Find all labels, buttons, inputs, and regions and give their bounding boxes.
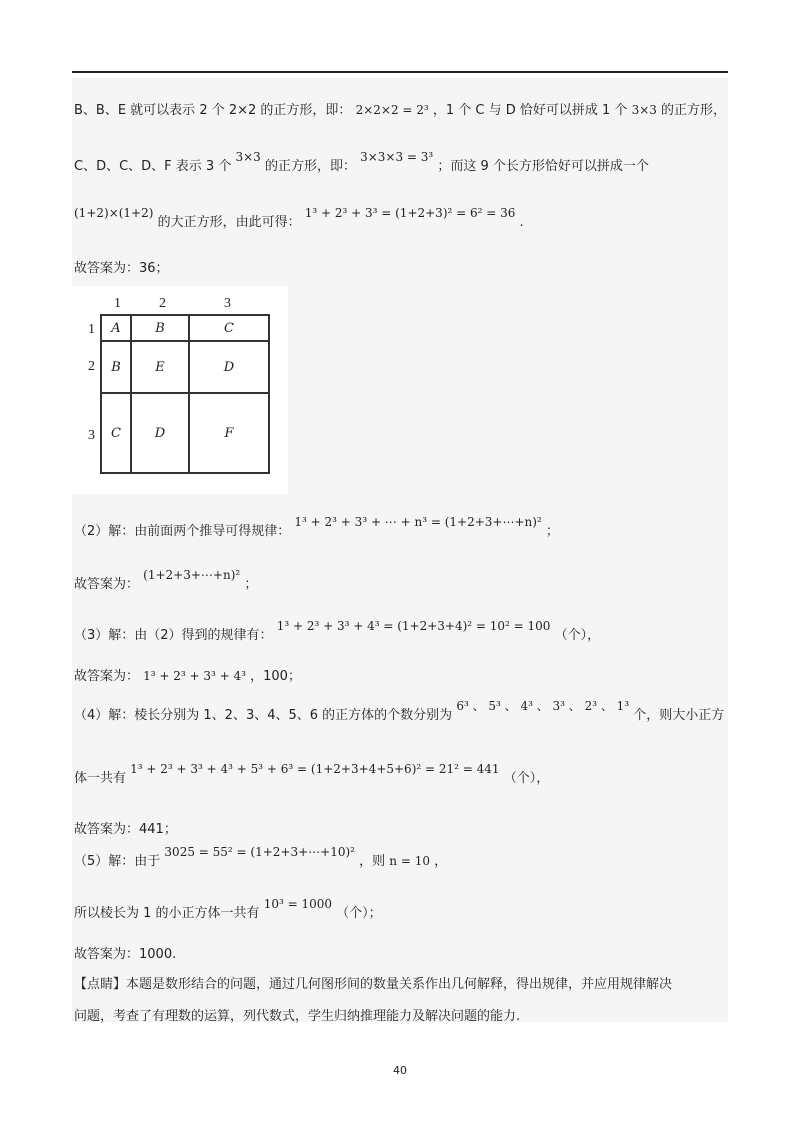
text: 的正方形，即： xyxy=(264,159,356,174)
text-line-3 xyxy=(74,206,524,230)
grid-cell: C xyxy=(101,393,131,473)
text: ；而这 9 个长方形恰好可以拼成一个 xyxy=(437,159,649,174)
text: B、B、E 就可以表示 2 个 2×2 的正方形，即： xyxy=(74,103,352,118)
text: ； xyxy=(545,524,559,539)
grid-cell: A xyxy=(101,315,131,341)
text: ， xyxy=(434,854,448,869)
col-header: 2 xyxy=(159,296,166,311)
comment-line-2: 问题，考查了有理数的运算，列代数式，学生归纳推理能力及解决问题的能力. xyxy=(74,1009,521,1024)
text: ，则 xyxy=(359,854,386,869)
formula: 1³ + 2³ + 3³ = (1+2+3)² = 6² = 36 xyxy=(304,206,516,220)
formula: 3×3×3 = 3³ xyxy=(360,150,434,164)
text: 的正方形， xyxy=(661,103,727,118)
text: ，100； xyxy=(250,669,301,684)
grid-cell: D xyxy=(131,393,189,473)
text-line-9 xyxy=(74,699,725,723)
answer-line-1: 故答案为：36； xyxy=(74,261,169,276)
grid-cell: D xyxy=(189,341,269,393)
text: （3）解：由（2）得到的规律有： xyxy=(74,628,273,643)
text: 故答案为： xyxy=(74,669,140,684)
grid-figure xyxy=(72,286,288,494)
text: C、D、C、D、F 表示 3 个 xyxy=(74,159,232,174)
formula: 6³ 、 5³ 、 4³ 、 3³ 、 2³ 、 1³ xyxy=(456,699,630,713)
col-header: 3 xyxy=(224,296,231,311)
row-header: 1 xyxy=(88,322,95,337)
text: （2）解：由前面两个推导可得规律： xyxy=(74,524,291,539)
text-line-7 xyxy=(74,619,601,643)
grid-cell: F xyxy=(189,393,269,473)
grid-cell: C xyxy=(189,315,269,341)
text: （4）解：棱长分别为 1、2、3、4、5、6 的正方体的个数分别为 xyxy=(74,708,453,723)
grid-table xyxy=(100,314,270,474)
grid-cell: E xyxy=(131,341,189,393)
row-header: 2 xyxy=(88,359,95,374)
formula: 1³ + 2³ + 3³ + ⋯ + n³ = (1+2+3+⋯+n)² xyxy=(294,515,542,529)
text: 故答案为： xyxy=(74,577,140,592)
text: （个）， xyxy=(503,771,550,786)
text-line-12 xyxy=(74,845,448,869)
answer-line-2 xyxy=(74,568,258,592)
header-rule xyxy=(72,71,728,73)
text-line-5 xyxy=(74,515,559,539)
text: 个，则大小正方 xyxy=(633,708,725,723)
answer-line-3 xyxy=(74,665,301,684)
formula: 3025 = 55² = (1+2+3+⋯+10)² xyxy=(164,845,355,859)
text: ； xyxy=(244,577,258,592)
col-header: 1 xyxy=(114,296,121,311)
formula: 3×3 xyxy=(235,150,261,164)
row-header: 3 xyxy=(88,428,95,443)
formula: (1+2)×(1+2) xyxy=(74,206,154,220)
text: （5）解：由于 xyxy=(74,854,161,869)
formula: 3×3 xyxy=(631,103,657,117)
text: （个）； xyxy=(336,906,382,921)
text-line-13 xyxy=(74,897,382,921)
formula: 1³ + 2³ + 3³ + 4³ xyxy=(143,669,246,683)
formula: (1+2+3+⋯+n)² xyxy=(143,568,241,582)
formula: 1³ + 2³ + 3³ + 4³ + 5³ + 6³ = (1+2+3+4+5+6)² = 21² = 441 xyxy=(130,762,500,776)
text: . xyxy=(519,215,524,230)
text-line-10 xyxy=(74,762,550,786)
grid-cell: B xyxy=(131,315,189,341)
answer-line-4: 故答案为：441； xyxy=(74,822,177,837)
page-number: 40 xyxy=(393,1064,407,1077)
text: 的大正方形，由此可得： xyxy=(157,215,301,230)
comment-line-1: 【点睛】本题是数形结合的问题，通过几何图形间的数量关系作出几何解释，得出规律，并应用规律解决 xyxy=(74,977,673,992)
text: （个）， xyxy=(554,628,601,643)
formula: n = 10 xyxy=(389,854,430,868)
grid-cell: B xyxy=(101,341,131,393)
formula: 1³ + 2³ + 3³ + 4³ = (1+2+3+4)² = 10² = 100 xyxy=(276,619,551,633)
text: ，1 个 C 与 D 恰好可以拼成 1 个 xyxy=(432,103,628,118)
formula: 10³ = 1000 xyxy=(263,897,332,911)
answer-line-5: 故答案为：1000. xyxy=(74,947,177,962)
text-line-1 xyxy=(74,99,726,118)
text-line-2 xyxy=(74,150,649,174)
formula: 2×2×2 = 2³ xyxy=(355,103,429,117)
text: 体一共有 xyxy=(74,771,127,786)
text: 所以棱长为 1 的小正方体一共有 xyxy=(74,906,260,921)
